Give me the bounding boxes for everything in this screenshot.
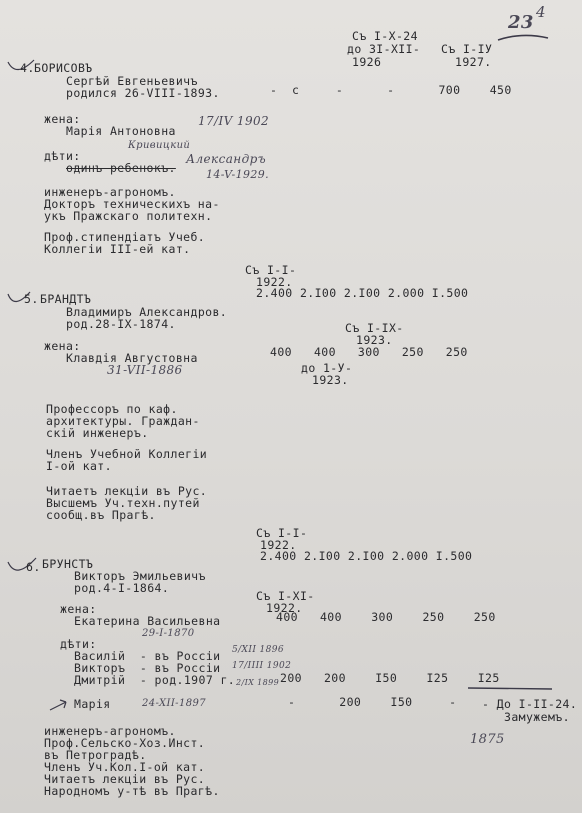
wife-name: Марія Антоновна bbox=[66, 124, 176, 138]
column-header-3a: 1926 bbox=[352, 55, 382, 69]
child-note: 17/IIII 1902 bbox=[232, 661, 292, 671]
note-line: Проф.Сельско-Хоз.Инст. bbox=[44, 736, 206, 750]
child-amounts: 200 200 I50 I25 I25 bbox=[280, 671, 500, 685]
wife-note: 29-I-1870 bbox=[142, 628, 195, 639]
note-line: Докторъ техническихъ на- bbox=[44, 197, 220, 211]
child-note: 2/IX 1899 bbox=[236, 678, 280, 687]
date-range: Съ I-I- bbox=[256, 526, 308, 540]
entry-birth: род.4-I-1864. bbox=[74, 581, 170, 595]
entry-surname: БОРИСОВЪ bbox=[34, 61, 93, 75]
note-line: архитектуры. Граждан- bbox=[46, 414, 200, 428]
note-line: въ Петроградѣ. bbox=[44, 748, 147, 762]
note-line: Коллегіи III-ей кат. bbox=[44, 242, 191, 256]
child-row: Дмитрій - род.1907 г. bbox=[74, 673, 236, 687]
child-row: Марія bbox=[74, 697, 111, 711]
wife-name: Клавдія Августовна bbox=[66, 351, 198, 365]
child-text: одинъ ребенокъ. bbox=[66, 161, 176, 175]
child-note: 5/XII 1896 bbox=[232, 645, 285, 655]
page-number-underline bbox=[494, 28, 554, 48]
note-line: I-ой кат. bbox=[46, 459, 112, 473]
wife-note: 17/IV 1902 bbox=[198, 114, 270, 128]
arrow-mark bbox=[48, 696, 76, 714]
date-range: 1922. bbox=[266, 601, 303, 615]
child-row: Василій - въ Россіи bbox=[74, 649, 221, 663]
handwritten-note: 1875 bbox=[470, 732, 505, 747]
until-date: до 1-У- bbox=[301, 361, 353, 375]
child-note: Александръ bbox=[186, 152, 267, 166]
note-line: инженеръ-агрономъ. bbox=[44, 185, 176, 199]
note-line: Высшемъ Уч.техн.путей bbox=[46, 496, 200, 510]
wife-note: 31-VII-1886 bbox=[107, 363, 183, 377]
date-range: Съ I-I- bbox=[245, 263, 297, 277]
note-line: Проф.стипендіатъ Учеб. bbox=[44, 230, 206, 244]
entry-number: 4. bbox=[20, 61, 35, 75]
entry-amounts: 400 400 300 250 250 bbox=[276, 610, 496, 624]
child-until: - До I-II-24. bbox=[482, 697, 578, 711]
date-range: 1923. bbox=[356, 333, 393, 347]
entry-name: Викторъ Эмильевичъ bbox=[74, 569, 206, 583]
until-date: 1923. bbox=[312, 373, 349, 387]
child-amounts: - 200 I50 - bbox=[288, 695, 457, 709]
wife-label: жена: bbox=[44, 339, 81, 353]
child-row: Викторъ - въ Россіи bbox=[74, 661, 221, 675]
note-line: Читаетъ лекціи въ Рус. bbox=[44, 772, 206, 786]
entry-name: Сергѣй Евгеньевичъ bbox=[66, 74, 198, 88]
date-range: 1922. bbox=[260, 538, 297, 552]
note-line: Членъ Уч.Кол.I-ой кат. bbox=[44, 760, 206, 774]
column-header-3b: 1927. bbox=[455, 55, 492, 69]
note-line: сообщ.въ Прагѣ. bbox=[46, 508, 156, 522]
entry-amounts: 400 400 300 250 250 bbox=[270, 345, 468, 359]
column-header-2b: Съ I-IУ bbox=[441, 42, 493, 56]
note-line: инженеръ-агрономъ. bbox=[44, 724, 176, 738]
wife-label: жена: bbox=[44, 112, 81, 126]
entry-birth: род.28-IX-1874. bbox=[66, 317, 176, 331]
wife-name: Екатерина Васильевна bbox=[74, 614, 221, 628]
entry-amounts: 2.400 2.I00 2.I00 2.000 I.500 bbox=[256, 286, 469, 300]
note-line: Народномъ у-тѣ въ Прагѣ. bbox=[44, 784, 220, 798]
wife-label: жена: bbox=[60, 602, 97, 616]
entry-number: 6. bbox=[26, 560, 41, 574]
corner-page-number: 23 bbox=[508, 12, 534, 33]
entry-amounts: 2.400 2.I00 2.I00 2.000 I.500 bbox=[260, 549, 473, 563]
note-line: Профессоръ по каф. bbox=[46, 402, 178, 416]
entry-amounts: - с - - 700 450 bbox=[270, 83, 512, 97]
child-note-top: Кривицкий bbox=[128, 140, 191, 151]
note-line: укъ Пражскаго политехн. bbox=[44, 209, 213, 223]
note-line: скій инженеръ. bbox=[46, 426, 149, 440]
child-status: Замужемъ. bbox=[504, 710, 570, 724]
note-line: Членъ Учебной Коллегіи bbox=[46, 447, 208, 461]
date-range: Съ I-IX- bbox=[345, 321, 404, 335]
date-range: 1922. bbox=[256, 275, 293, 289]
note-line: Читаетъ лекціи въ Рус. bbox=[46, 484, 208, 498]
column-header-2a: до 3I-XII- bbox=[347, 42, 421, 56]
child-note: 24-XII-1897 bbox=[142, 698, 206, 709]
column-header-1: Съ I-X-24 bbox=[352, 29, 418, 43]
child-date: 14-V-1929. bbox=[206, 168, 270, 181]
entry-number: 5. bbox=[24, 292, 39, 306]
children-label: дѣти: bbox=[44, 149, 81, 163]
entry-birth: родился 26-VIII-1893. bbox=[66, 86, 220, 100]
corner-mark: 4 bbox=[536, 3, 546, 21]
date-range: Съ I-XI- bbox=[256, 589, 315, 603]
entry-surname: БРАНДТЪ bbox=[40, 292, 92, 306]
entry-name: Владимиръ Александров. bbox=[66, 305, 228, 319]
entry-surname: БРУНСТЪ bbox=[42, 557, 94, 571]
underline-stroke bbox=[466, 684, 556, 694]
children-label: дѣти: bbox=[60, 637, 97, 651]
